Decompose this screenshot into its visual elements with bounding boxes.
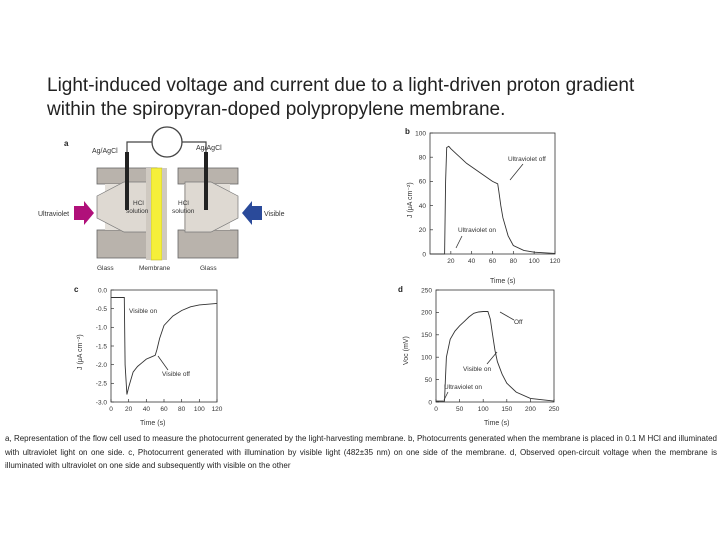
solution-left-2: solution xyxy=(126,208,149,215)
chart-c-xlabel: Time (s) xyxy=(140,420,166,427)
y-tick-label: 20 xyxy=(418,227,426,235)
x-tick-label: 100 xyxy=(477,406,489,413)
y-tick-label: 250 xyxy=(421,287,432,295)
panel-a xyxy=(38,127,285,272)
series-line xyxy=(111,298,217,395)
x-tick-label: 120 xyxy=(549,258,561,265)
y-tick-label: -1.0 xyxy=(95,324,107,332)
x-tick-label: 20 xyxy=(447,258,455,265)
x-tick-label: 100 xyxy=(528,258,540,265)
y-tick-label: 150 xyxy=(421,332,432,340)
light-left-label: Ultraviolet xyxy=(38,211,70,218)
y-tick-label: 100 xyxy=(415,130,426,138)
y-tick-label: -0.5 xyxy=(95,305,107,313)
chart-b-arrow-uv-off xyxy=(510,164,523,180)
y-tick-label: 50 xyxy=(424,376,432,384)
y-tick-label: 0.0 xyxy=(97,287,107,295)
chart-d-ylabel: Voc (mV) xyxy=(403,336,410,365)
x-tick-label: 60 xyxy=(488,258,497,265)
panel-b-label: b xyxy=(405,127,410,136)
chart-c-annotation-visible-on: Visible on xyxy=(129,308,158,315)
panel-b xyxy=(405,127,561,285)
membrane xyxy=(151,168,162,260)
chart-d-xlabel: Time (s) xyxy=(484,420,510,427)
x-tick-label: 40 xyxy=(142,406,150,413)
y-tick-label: 0 xyxy=(428,399,432,407)
solution-left-1: HCl xyxy=(133,200,144,207)
y-tick-label: 60 xyxy=(418,178,426,186)
bottom-left-label: Glass xyxy=(97,265,114,272)
glass-right-bottom xyxy=(178,230,238,258)
meter-circle xyxy=(152,127,182,157)
chart-b-arrow-uv-on xyxy=(456,236,462,248)
x-tick-label: 200 xyxy=(524,406,536,413)
chart-d-arrow-off xyxy=(500,312,514,320)
membrane-holder-right xyxy=(162,168,167,260)
chart-c-arrow-visible-off xyxy=(158,356,168,370)
x-tick-label: 80 xyxy=(509,258,517,265)
uv-arrow-icon xyxy=(74,201,94,225)
chart-frame xyxy=(430,133,555,254)
chart-d-annotation-off: Off xyxy=(514,319,523,326)
chart-b-ylabel: J (μA cm⁻²) xyxy=(407,182,414,218)
electrode-left xyxy=(125,152,129,210)
light-right-label: Visible xyxy=(264,211,285,218)
chart-b-annotation-uv-off: Ultraviolet off xyxy=(508,156,546,163)
bottom-right-label: Glass xyxy=(200,265,217,272)
chart-frame xyxy=(111,290,217,402)
x-tick-label: 20 xyxy=(125,406,133,413)
chart-d-annotation-uv-on: Ultraviolet on xyxy=(444,384,482,391)
chart-d xyxy=(421,287,560,413)
visible-arrow-icon xyxy=(242,201,262,225)
x-tick-label: 40 xyxy=(468,258,476,265)
y-tick-label: -3.0 xyxy=(95,399,107,407)
chart-b-annotation-uv-on: Ultraviolet on xyxy=(458,227,496,234)
window-left xyxy=(97,182,150,232)
panel-c xyxy=(74,285,223,427)
x-tick-label: 50 xyxy=(455,406,464,413)
chart-d-arrow-visible-on xyxy=(487,352,497,364)
wire xyxy=(127,142,152,158)
y-tick-label: -2.5 xyxy=(95,380,107,388)
x-tick-label: 0 xyxy=(434,406,438,413)
solution-right-2: solution xyxy=(172,208,195,215)
x-tick-label: 0 xyxy=(109,406,113,413)
x-tick-label: 100 xyxy=(193,406,205,413)
panel-a-label: a xyxy=(64,139,69,148)
chart-c-annotation-visible-off: Visible off xyxy=(162,371,190,378)
y-tick-label: 100 xyxy=(421,354,432,362)
chart-b xyxy=(415,130,561,265)
figure-caption: a, Representation of the flow cell used to measure the photocurrent generated by the light-harvesting membrane. b, Photocurrents generated when the membrane is placed in 0.1 M HCl and illuminated with ultraviolet light on one side. c, Photocurrent generated with illumination by visible light (482±35 nm) on one side of the membrane. d, Observed open-circuit voltage when the membrane is illuminated with ultraviolet on one side and subsequently with visible on the other xyxy=(5,434,717,470)
y-tick-label: 200 xyxy=(421,309,432,317)
slide-title-line-1: Light-induced voltage and current due to a light-driven proton gradient xyxy=(47,75,635,96)
x-tick-label: 250 xyxy=(548,406,560,413)
panel-d-label: d xyxy=(398,285,403,294)
y-tick-label: -2.0 xyxy=(95,361,107,369)
electrode-left-label: Ag/AgCl xyxy=(92,148,118,155)
y-tick-label: 0 xyxy=(422,251,426,259)
y-tick-label: 40 xyxy=(418,202,426,210)
solution-right-1: HCl xyxy=(178,200,189,207)
window-right xyxy=(185,182,238,232)
chart-b-xlabel: Time (s) xyxy=(490,278,516,285)
y-tick-label: 80 xyxy=(418,154,426,162)
chart-c-ylabel: J (μA cm⁻²) xyxy=(77,334,84,370)
x-tick-label: 60 xyxy=(160,406,168,413)
y-tick-label: -1.5 xyxy=(95,343,107,351)
x-tick-label: 150 xyxy=(501,406,513,413)
bottom-mid-label: Membrane xyxy=(139,265,171,272)
chart-c xyxy=(96,287,223,413)
electrode-right xyxy=(204,152,208,210)
x-tick-label: 120 xyxy=(211,406,223,413)
slide-title-line-2: within the spiropyran-doped polypropylene membrane. xyxy=(47,99,506,120)
panel-c-label: c xyxy=(74,285,79,294)
x-tick-label: 80 xyxy=(178,406,186,413)
panel-d xyxy=(398,285,560,427)
electrode-right-label: Ag/AgCl xyxy=(196,145,222,152)
chart-d-annotation-visible-on: Visible on xyxy=(463,366,492,373)
